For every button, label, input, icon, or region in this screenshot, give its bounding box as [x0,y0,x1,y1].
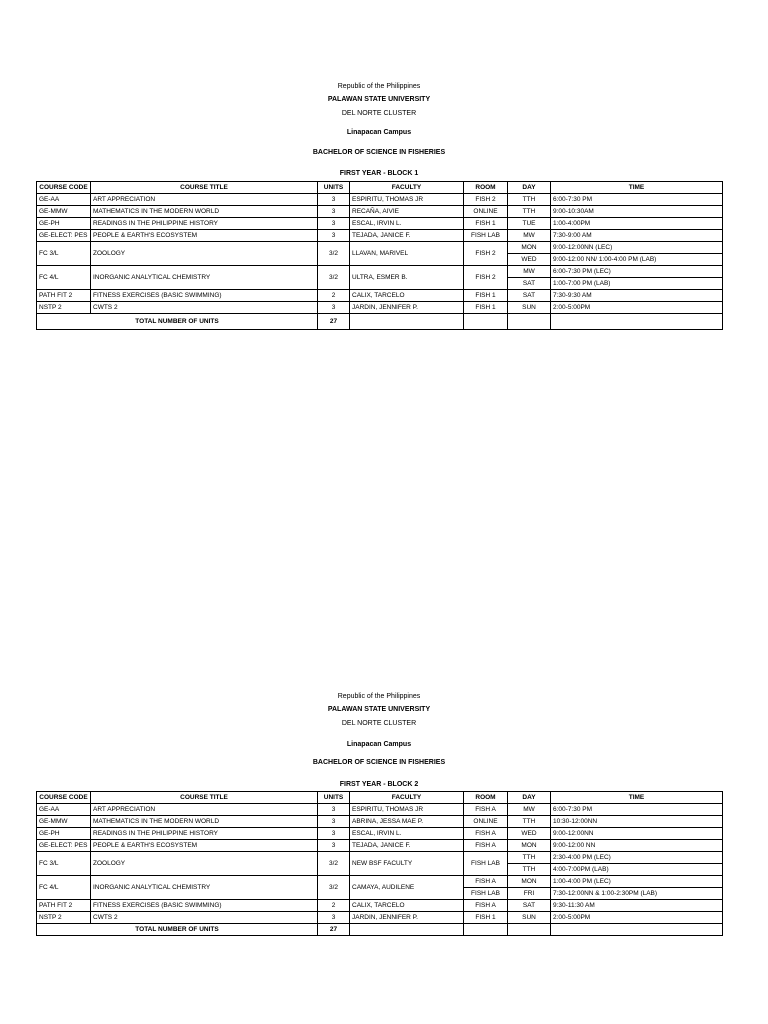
faculty: ESPIRITU, THOMAS JR [350,194,464,206]
day: SUN [508,302,551,314]
total-row [37,314,723,330]
university-name: PALAWAN STATE UNIVERSITY [327,96,431,103]
empty-cell [464,924,508,936]
time: 9:00-12:00NN [551,828,723,840]
schedule-table [36,181,723,330]
day: FRI [508,888,551,900]
units: 3/2 [318,852,350,876]
total-units: 27 [318,924,350,936]
cluster-name: DEL NORTE CLUSTER [341,110,417,117]
program-name: BACHELOR OF SCIENCE IN FISHERIES [312,149,446,156]
col-time: TIME [551,182,723,194]
units: 3 [318,840,350,852]
units: 3/2 [318,876,350,900]
course-title: ART APPRECIATION [91,194,318,206]
table-row [37,206,723,218]
col-units: UNITS [318,792,350,804]
time: 1:00-7:00 PM (LAB) [551,278,723,290]
time: 1:00-4:00 PM (LEC) [551,876,723,888]
course-title: ART APPRECIATION [91,804,318,816]
units: 3 [318,302,350,314]
room: FISH A [464,900,508,912]
empty-cell [464,314,508,330]
course-title: FITNESS EXERCISES (BASIC SWIMMING) [91,900,318,912]
time: 9:00-10:30AM [551,206,723,218]
time: 9:30-11:30 AM [551,900,723,912]
course-title: INORGANIC ANALYTICAL CHEMISTRY [91,266,318,290]
room: FISH LAB [464,230,508,242]
course-code: GE-ELECT: PES [37,230,91,242]
course-title: MATHEMATICS IN THE MODERN WORLD [91,206,318,218]
col-course-title: COURSE TITLE [91,792,318,804]
col-time: TIME [551,792,723,804]
course-code: PATH FIT 2 [37,900,91,912]
units: 2 [318,900,350,912]
faculty: ABRINA, JESSA MAE P. [350,816,464,828]
day: TTH [508,852,551,864]
empty-cell [350,314,464,330]
day: SAT [508,900,551,912]
table-row [37,290,723,302]
room: ONLINE [464,206,508,218]
course-code: FC 4/L [37,266,91,290]
room: ONLINE [464,816,508,828]
units: 2 [318,290,350,302]
faculty: NEW BSF FACULTY [350,852,464,876]
campus-name: Linapacan Campus [346,741,412,748]
course-title: MATHEMATICS IN THE MODERN WORLD [91,816,318,828]
units: 3 [318,816,350,828]
day: MON [508,242,551,254]
day: TUE [508,218,551,230]
units: 3 [318,912,350,924]
faculty: ULTRA, ESMER B. [350,266,464,290]
course-title: CWTS 2 [91,302,318,314]
table-row [37,194,723,206]
course-code: PATH FIT 2 [37,290,91,302]
faculty: JARDIN, JENNIFER P. [350,302,464,314]
units: 3 [318,230,350,242]
col-room: ROOM [464,792,508,804]
table-row [37,828,723,840]
table-row [37,852,723,864]
total-label: TOTAL NUMBER OF UNITS [37,924,318,936]
room: FISH A [464,840,508,852]
table-row [37,840,723,852]
table-header-row [37,182,723,194]
time: 9:00-12:00NN (LEC) [551,242,723,254]
day: MON [508,840,551,852]
table-row [37,230,723,242]
total-label: TOTAL NUMBER OF UNITS [37,314,318,330]
faculty: ESCAL, IRVIN L. [350,218,464,230]
time: 10:30-12:00NN [551,816,723,828]
table-row [37,804,723,816]
day: WED [508,254,551,266]
room: FISH 1 [464,218,508,230]
time: 7:30-9:30 AM [551,290,723,302]
room: FISH A [464,804,508,816]
room: FISH LAB [464,888,508,900]
course-title: ZOOLOGY [91,242,318,266]
units: 3 [318,828,350,840]
republic-line: Republic of the Philippines [337,83,421,90]
table-row [37,302,723,314]
time: 4:00-7:00PM (LAB) [551,864,723,876]
table-header-row [37,792,723,804]
day: TTH [508,864,551,876]
room: FISH 2 [464,266,508,290]
course-title: PEOPLE & EARTH'S ECOSYSTEM [91,840,318,852]
day: TTH [508,194,551,206]
course-code: GE-PH [37,828,91,840]
faculty: LLAVAN, MARIVEL [350,242,464,266]
section-title: FIRST YEAR - BLOCK 2 [339,781,419,788]
col-faculty: FACULTY [350,182,464,194]
time: 6:00-7:30 PM [551,804,723,816]
course-code: GE-AA [37,804,91,816]
table-row [37,218,723,230]
cluster-name: DEL NORTE CLUSTER [341,720,417,727]
faculty: ESPIRITU, THOMAS JR [350,804,464,816]
time: 9:00-12:00 NN [551,840,723,852]
faculty: TEJADA, JANICE F. [350,230,464,242]
room: FISH 1 [464,302,508,314]
total-units: 27 [318,314,350,330]
col-course-title: COURSE TITLE [91,182,318,194]
empty-cell [551,924,723,936]
time: 6:00-7:30 PM [551,194,723,206]
room: FISH 2 [464,194,508,206]
empty-cell [551,314,723,330]
program-name: BACHELOR OF SCIENCE IN FISHERIES [312,759,446,766]
units: 3 [318,804,350,816]
room: FISH A [464,876,508,888]
day: SUN [508,912,551,924]
room: FISH 2 [464,242,508,266]
time: 1:00-4:00PM [551,218,723,230]
course-code: GE-MMW [37,816,91,828]
empty-cell [508,924,551,936]
col-day: DAY [508,792,551,804]
units: 3 [318,194,350,206]
course-code: GE-PH [37,218,91,230]
course-title: FITNESS EXERCISES (BASIC SWIMMING) [91,290,318,302]
course-code: GE-AA [37,194,91,206]
faculty: CAMAYA, AUDILENE [350,876,464,900]
empty-cell [508,314,551,330]
units: 3/2 [318,266,350,290]
time: 9:00-12:00 NN/ 1:00-4:00 PM (LAB) [551,254,723,266]
col-course-code: COURSE CODE [37,792,91,804]
time: 7:30-12:00NN & 1:00-2:30PM (LAB) [551,888,723,900]
course-title: CWTS 2 [91,912,318,924]
university-name: PALAWAN STATE UNIVERSITY [327,706,431,713]
col-course-code: COURSE CODE [37,182,91,194]
day: SAT [508,290,551,302]
units: 3 [318,218,350,230]
faculty: ESCAL, IRVIN L. [350,828,464,840]
units: 3 [318,206,350,218]
empty-cell [350,924,464,936]
table-row [37,876,723,888]
table-row [37,266,723,278]
course-code: GE-ELECT: PES [37,840,91,852]
course-title: READINGS IN THE PHILIPPINE HISTORY [91,828,318,840]
course-code: GE-MMW [37,206,91,218]
units: 3/2 [318,242,350,266]
time: 6:00-7:30 PM (LEC) [551,266,723,278]
day: MW [508,804,551,816]
course-title: PEOPLE & EARTH'S ECOSYSTEM [91,230,318,242]
room: FISH 1 [464,290,508,302]
republic-line: Republic of the Philippines [337,693,421,700]
day: MON [508,876,551,888]
room: FISH A [464,828,508,840]
total-row [37,924,723,936]
day: TTH [508,206,551,218]
col-faculty: FACULTY [350,792,464,804]
course-code: NSTP 2 [37,302,91,314]
room: FISH 1 [464,912,508,924]
day: MW [508,230,551,242]
section-title: FIRST YEAR - BLOCK 1 [339,170,419,177]
day: WED [508,828,551,840]
course-title: INORGANIC ANALYTICAL CHEMISTRY [91,876,318,900]
day: TTH [508,816,551,828]
room: FISH LAB [464,852,508,876]
course-code: FC 4/L [37,876,91,900]
time: 2:00-5:00PM [551,912,723,924]
schedule-table [36,791,723,936]
faculty: TEJADA, JANICE F. [350,840,464,852]
table-row [37,912,723,924]
time: 2:00-5:00PM [551,302,723,314]
col-day: DAY [508,182,551,194]
time: 7:30-9:00 AM [551,230,723,242]
col-units: UNITS [318,182,350,194]
campus-name: Linapacan Campus [346,129,412,136]
col-room: ROOM [464,182,508,194]
time: 2:30-4:00 PM (LEC) [551,852,723,864]
faculty: JARDIN, JENNIFER P. [350,912,464,924]
day: MW [508,266,551,278]
table-row [37,816,723,828]
table-row [37,242,723,254]
course-code: FC 3/L [37,242,91,266]
course-code: FC 3/L [37,852,91,876]
day: SAT [508,278,551,290]
course-code: NSTP 2 [37,912,91,924]
table-row [37,900,723,912]
course-title: ZOOLOGY [91,852,318,876]
course-title: READINGS IN THE PHILIPPINE HISTORY [91,218,318,230]
faculty: CALIX, TARCELO [350,290,464,302]
faculty: CALIX, TARCELO [350,900,464,912]
faculty: RECAÑA, AIVIE [350,206,464,218]
